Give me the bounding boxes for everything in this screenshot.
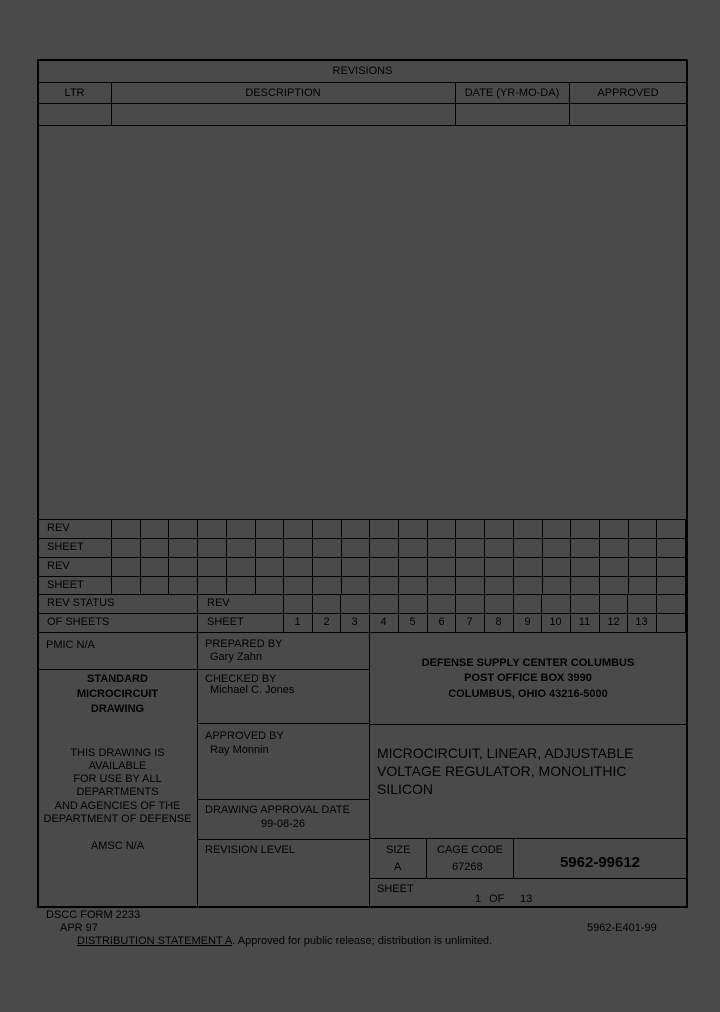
availability-line: FOR USE BY ALL (73, 773, 162, 785)
sheet-label: SHEET (207, 616, 244, 628)
grid-rule (341, 519, 342, 595)
availability-line: AVAILABLE (88, 760, 147, 772)
distribution-statement (77, 935, 492, 947)
grid-rule (513, 519, 514, 595)
grid-rule (599, 519, 600, 595)
rule (197, 799, 369, 800)
availability-line: THIS DRAWING IS (70, 747, 165, 759)
sheet-total: 13 (520, 893, 533, 905)
grid-rule (455, 519, 456, 595)
drawing-title-line: SILICON (377, 781, 434, 797)
sheet-number: 8 (495, 616, 502, 628)
drawing-title-line: MICROCIRCUIT, LINEAR, ADJUSTABLE (377, 745, 634, 761)
cage-value: 67268 (452, 861, 483, 873)
sheet-number: 6 (438, 616, 445, 628)
rule (426, 838, 427, 878)
grid-rule (38, 538, 687, 539)
sheet-number: 12 (607, 616, 620, 628)
grid-rule (38, 613, 687, 614)
approved-name: Ray Monnin (210, 744, 269, 756)
grid-rule (427, 519, 428, 595)
prepared-label: PREPARED BY (205, 638, 283, 650)
rev-status-label: REV STATUS (47, 597, 115, 609)
of-sheets-label: OF SHEETS (47, 616, 110, 628)
rule (197, 723, 369, 724)
sheet-number: 9 (524, 616, 531, 628)
rule (38, 125, 687, 126)
sheet-number: 3 (351, 616, 358, 628)
sheet-number: 1 (294, 616, 301, 628)
grid-rule (369, 519, 370, 595)
document-code: 5962-E401-99 (587, 922, 657, 934)
grid-rule (542, 519, 543, 595)
drawing-title-line: VOLTAGE REGULATOR, MONOLITHIC (377, 763, 627, 779)
distribution-text: . Approved for public release; distribution is unlimited. (232, 935, 493, 947)
grid-rule (685, 594, 686, 632)
form-number: DSCC FORM 2233 (46, 909, 141, 921)
grid-rule (38, 594, 687, 595)
sheet-number: 13 (635, 616, 648, 628)
grid-rule (111, 519, 112, 595)
sheet-of: OF (489, 893, 505, 905)
grid-rule (656, 594, 657, 632)
col-ltr: LTR (64, 87, 85, 99)
distribution-label: DISTRIBUTION STATEMENT A (77, 935, 233, 947)
rule (38, 669, 197, 670)
size-value: A (394, 861, 402, 873)
rule (369, 878, 687, 879)
rule (197, 632, 198, 907)
checked-name: Michael C. Jones (210, 684, 295, 696)
grid-rule (656, 519, 657, 595)
rule (197, 839, 369, 840)
grid-rule (168, 519, 169, 595)
sheet-current: 1 (475, 893, 482, 905)
agency-line: DEFENSE SUPPLY CENTER COLUMBUS (421, 657, 635, 669)
pmic: PMIC N/A (46, 639, 95, 651)
grid-rule (484, 519, 485, 595)
cage-label: CAGE CODE (437, 844, 504, 856)
grid-rule (398, 519, 399, 595)
grid-rule (38, 519, 687, 520)
grid-rule (197, 594, 198, 632)
approved-label: APPROVED BY (205, 730, 284, 742)
grid-rule (197, 519, 198, 595)
amsc: AMSC N/A (90, 840, 145, 852)
grid-rule (140, 519, 141, 595)
grid-rule (283, 519, 284, 595)
rule (38, 632, 687, 633)
form-date: APR 97 (60, 922, 98, 934)
drawing-number: 5962-99612 (559, 854, 641, 871)
standard-title: DRAWING (90, 703, 145, 715)
sheet-number: 7 (466, 616, 473, 628)
availability-line: DEPARTMENT OF DEFENSE (43, 813, 192, 825)
grid-rule (628, 519, 629, 595)
rev-row-label: REV (47, 522, 70, 534)
rule (369, 838, 687, 839)
standard-title: MICROCIRCUIT (76, 688, 159, 700)
col-approved: APPROVED (597, 87, 659, 99)
rule (369, 724, 687, 725)
rev-label: REV (207, 597, 230, 609)
checked-label: CHECKED BY (205, 673, 277, 685)
sheet-number: 5 (409, 616, 416, 628)
agency-line: COLUMBUS, OHIO 43216-5000 (448, 688, 608, 700)
revisions-title: REVISIONS (332, 65, 393, 77)
grid-rule (255, 519, 256, 595)
sheet-number: 11 (578, 616, 591, 628)
col-description: DESCRIPTION (245, 87, 321, 99)
sheet-block-label: SHEET (377, 883, 414, 895)
rule (197, 669, 369, 670)
grid-rule (312, 519, 313, 595)
rev-row-label: REV (47, 560, 70, 572)
availability-line: DEPARTMENTS (76, 786, 159, 798)
rule (38, 82, 687, 83)
standard-title: STANDARD (87, 673, 148, 685)
sheet-number: 4 (380, 616, 387, 628)
sheet-number: 2 (323, 616, 330, 628)
grid-rule (38, 576, 687, 577)
rule (38, 103, 687, 104)
sheet-row-label: SHEET (47, 541, 84, 553)
approval-date-value: 99-08-26 (260, 818, 306, 830)
grid-rule (570, 519, 571, 595)
grid-rule (685, 519, 686, 595)
sheet-row-label: SHEET (47, 579, 84, 591)
grid-rule (38, 557, 687, 558)
col-date: DATE (YR-MO-DA) (464, 87, 560, 99)
size-label: SIZE (386, 844, 411, 856)
prepared-name: Gary Zahn (210, 651, 262, 663)
revision-level-label: REVISION LEVEL (205, 844, 295, 856)
sheet-number: 10 (549, 616, 562, 628)
agency-line: POST OFFICE BOX 3990 (464, 672, 592, 684)
availability-line: AND AGENCIES OF THE (54, 800, 181, 812)
approval-date-label: DRAWING APPROVAL DATE (205, 804, 350, 816)
grid-rule (226, 519, 227, 595)
